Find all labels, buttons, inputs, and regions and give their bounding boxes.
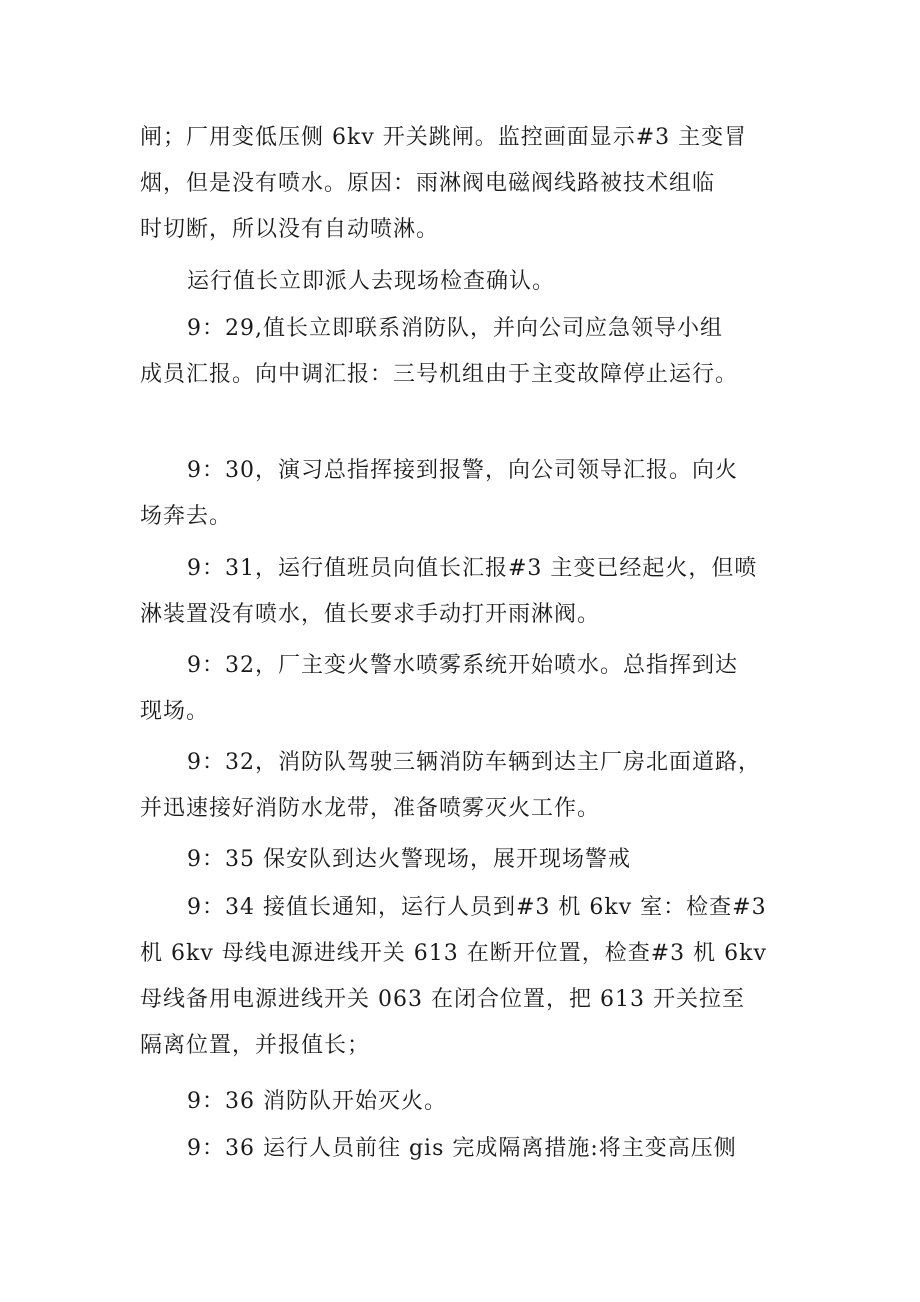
text-line: 机 6kv 母线电源进线开关 613 在断开位置，检查#3 机 6kv: [140, 941, 767, 966]
text-line: 母线备用电源进线开关 063 在闭合位置，把 613 开关拉至: [140, 987, 745, 1012]
text-line: 闸；厂用变低压侧 6kv 开关跳闸。监控画面显示#3 主变冒: [140, 125, 748, 150]
text-line: 现场。: [140, 699, 210, 724]
text-line: 隔离位置，并报值长；: [140, 1033, 371, 1058]
text-line: 9：32，消防队驾驶三辆消防车辆到达主厂房北面道路，: [187, 750, 761, 775]
paragraph-0931: [140, 546, 790, 638]
paragraph-0932-fire-brigade: [140, 740, 790, 832]
paragraph-0932-spray: [140, 643, 790, 735]
text-line: 场奔去。: [140, 504, 233, 529]
text-line: 9：29,值长立即联系消防队，并向公司应急领导小组: [187, 316, 723, 341]
text-line: 时切断，所以没有自动喷淋。: [140, 217, 440, 242]
text-line: 运行值长立即派人去现场检查确认。: [187, 269, 556, 294]
text-line: 成员汇报。向中调汇报：三号机组由于主变故障停止运行。: [140, 362, 739, 387]
text-line: 9：35 保安队到达火警现场，展开现场警戒: [187, 847, 631, 872]
text-line: 9：34 接值长通知，运行人员到#3 机 6kv 室：检查#3: [187, 895, 767, 920]
text-line: 9：31，运行值班员向值长汇报#3 主变已经起火，但喷: [187, 556, 758, 581]
text-line: 9：30，演习总指挥接到报警，向公司领导汇报。向火: [187, 458, 738, 483]
paragraph-0930: [140, 448, 790, 540]
text-line: 9：36 运行人员前往 gis 完成隔离措施:将主变高压侧: [187, 1136, 737, 1161]
paragraph-0929: [140, 306, 790, 398]
paragraph-0936-extinguish: [140, 1079, 790, 1125]
paragraph-0934: [140, 885, 790, 1069]
text-line: 淋装置没有喷水，值长要求手动打开雨淋阀。: [140, 602, 601, 627]
paragraph-0935: [140, 837, 790, 883]
text-line: 9：36 消防队开始灭火。: [187, 1089, 447, 1114]
text-line: 并迅速接好消防水龙带，准备喷雾灭火工作。: [140, 796, 601, 821]
paragraph-0936-gis: [140, 1126, 790, 1172]
text-line: 9：32，厂主变火警水喷雾系统开始喷水。总指挥到达: [187, 653, 738, 678]
paragraph-continuation: [140, 115, 790, 253]
paragraph-dispatch-check: [140, 259, 790, 305]
text-line: 烟，但是没有喷水。原因：雨淋阀电磁阀线路被技术组临: [140, 171, 716, 196]
